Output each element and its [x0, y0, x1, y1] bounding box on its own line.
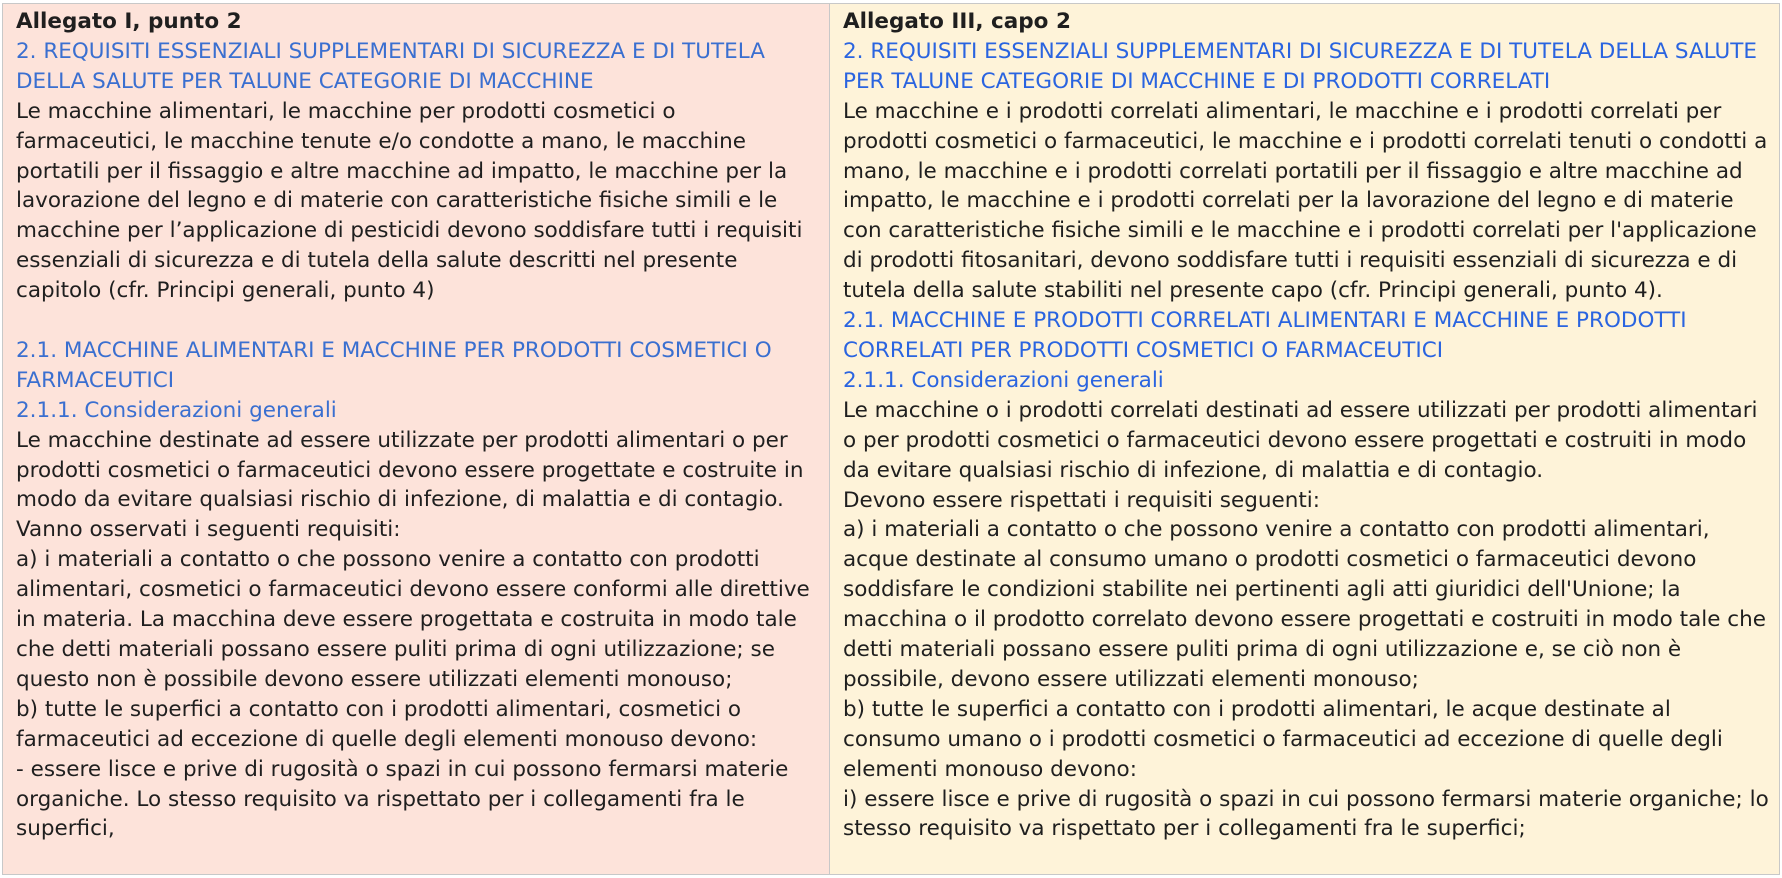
left-paragraph-3: a) i materiali a contatto o che possono venire a contatto con prodotti alimentari, cosmetici o farmaceutici devono essere conformi alle direttive in materia. La macchina deve essere progettata e costruita in modo tale che detti materiali possano essere puliti prima di ogni utilizzazione; se questo non è possibile devono essere utilizzati elementi monouso;	[16, 547, 810, 692]
right-paragraph-1: Le macchine o i prodotti correlati destinati ad essere utilizzati per prodotti alimentari o per prodotti cosmetici o farmaceutici devono essere progettati e costruiti in modo da evitare qualsiasi rischio di infezione, di malattia e di contagio.	[843, 397, 1758, 483]
comparison-table	[2, 3, 1780, 875]
left-subsection-title: 2.1.1. Considerazioni generali	[16, 397, 337, 423]
left-paragraph-1: Le macchine destinate ad essere utilizzate per prodotti alimentari o per prodotti cosmetici o farmaceutici devono essere progettate e costruite in modo da evitare qualsiasi rischio di infezione, di malattia e di contagio.	[16, 427, 804, 513]
right-subsection-title: 2.1.1. Considerazioni generali	[843, 367, 1164, 393]
left-paragraph-5: - essere lisce e prive di rugosità o spazi in cui possono fermarsi materie organiche. Lo stesso requisito va rispettato per i collegamenti fra le superfici,	[16, 756, 789, 842]
right-paragraph-3: a) i materiali a contatto o che possono venire a contatto con prodotti alimentari, acque destinate al consumo umano o prodotti cosmetici o farmaceutici devono soddisfare le condizioni stabilite nei pertinenti agli atti giuridici dell'Unione; la macchina o il prodotto correlato devono essere progettati e costruiti in modo tale che detti materiali possano essere puliti prima di ogni utilizzazione e, se ciò non è possibile, devono essere utilizzati elementi monouso;	[843, 517, 1766, 692]
right-paragraph-2: Devono essere rispettati i requisiti seguenti:	[843, 487, 1320, 513]
right-section-title: 2.1. MACCHINE E PRODOTTI CORRELATI ALIMENTARI E MACCHINE E PRODOTTI CORRELATI PER PRODOTTI COSMETICI O FARMACEUTICI	[843, 308, 1687, 363]
left-spacer	[16, 306, 817, 336]
right-paragraph-4: b) tutte le superfici a contatto con i prodotti alimentari, le acque destinate al consumo umano o i prodotti cosmetici o farmaceutici ad eccezione di quelle degli elementi monouso devono:	[843, 696, 1723, 782]
left-paragraph-4: b) tutte le superfici a contatto con i prodotti alimentari, cosmetici o farmaceutici ad eccezione di quelle degli elementi monouso devono:	[16, 696, 758, 752]
left-heading: Allegato I, punto 2	[16, 9, 242, 34]
left-chapter-title: 2. REQUISITI ESSENZIALI SUPPLEMENTARI DI SICUREZZA E DI TUTELA DELLA SALUTE PER TALUNE CATEGORIE DI MACCHINE	[16, 38, 765, 94]
right-column	[830, 4, 1779, 874]
left-section-title: 2.1. MACCHINE ALIMENTARI E MACCHINE PER PRODOTTI COSMETICI O FARMACEUTICI	[16, 337, 772, 393]
left-column	[3, 4, 830, 874]
right-chapter-title: 2. REQUISITI ESSENZIALI SUPPLEMENTARI DI SICUREZZA E DI TUTELA DELLA SALUTE PER TALUNE CATEGORIE DI MACCHINE E DI PRODOTTI CORRELATI	[843, 38, 1758, 94]
right-intro-paragraph: Le macchine e i prodotti correlati alimentari, le macchine e i prodotti correlati per prodotti cosmetici o farmaceutici, le macchine e i prodotti correlati tenuti o condotti a mano, le macchine e i prodotti correlati portatili per il fissaggio e altre macchine ad impatto, le macchine e i prodotti correlati per la lavorazione del legno e di materie con caratteristiche fisiche simili e le macchine e i prodotti correlati per l'applicazione di prodotti fitosanitari, devono soddisfare tutti i requisiti essenziali di sicurezza e di tutela della salute stabiliti nel presente capo (cfr. Principi generali, punto 4).	[843, 98, 1768, 304]
right-paragraph-5: i) essere lisce e prive di rugosità o spazi in cui possono fermarsi materie organiche; lo stesso requisito va rispettato per i collegamenti fra le superfici;	[843, 786, 1769, 842]
left-intro-paragraph: Le macchine alimentari, le macchine per prodotti cosmetici o farmaceutici, le macchine tenute e/o condotte a mano, le macchine portatili per il fissaggio e altre macchine ad impatto, le macchine per la lavorazione del legno e di materie con caratteristiche fisiche simili e le macchine per l’applicazione di pesticidi devono soddisfare tutti i requisiti essenziali di sicurezza e di tutela della salute descritti nel presente capitolo (cfr. Principi generali, punto 4)	[16, 98, 803, 304]
left-paragraph-2: Vanno osservati i seguenti requisiti:	[16, 517, 401, 543]
right-heading: Allegato III, capo 2	[843, 9, 1071, 34]
